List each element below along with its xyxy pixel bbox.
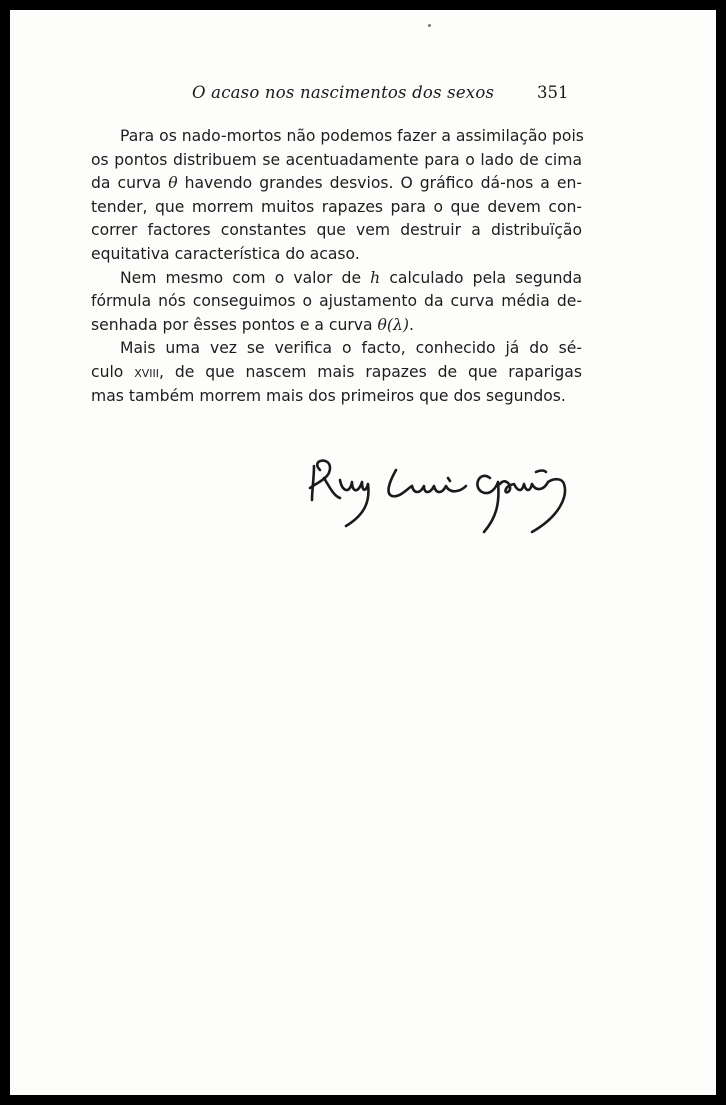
text-line: senhada por êsses pontos e a curva θ(λ). [91, 315, 414, 334]
text-line: os pontos distribuem se acentuadamente para o lado de cima [91, 150, 582, 169]
page-number: 351 [537, 83, 569, 102]
century-numeral: xviii [134, 362, 160, 381]
text-line: da curva θ havendo grandes desvios. O gráfico dá-nos a en- [91, 174, 582, 193]
body-text [91, 125, 582, 408]
theta-symbol: θ [168, 174, 178, 193]
paragraph-2 [91, 267, 582, 338]
text-line: fórmula nós conseguimos o ajustamento da curva média de- [91, 292, 582, 311]
running-title: O acaso nos nascimentos dos sexos [192, 83, 495, 102]
text-line: correr factores constantes que vem destruir a distribuïção [91, 221, 582, 240]
scan-speck [428, 24, 431, 27]
running-header [10, 83, 716, 107]
paragraph-1 [91, 125, 582, 267]
paragraph-3 [91, 337, 582, 408]
text-line: mas também morrem mais dos primeiros que dos segundos. [91, 386, 566, 405]
text-line: Nem mesmo com o valor de h calculado pela segunda [120, 268, 582, 287]
text-line: Mais uma vez se verifica o facto, conhecido já do sé- [120, 339, 582, 358]
text-line: tender, que morrem muitos rapazes para o que devem con- [91, 197, 582, 216]
book-page [10, 10, 716, 1095]
h-symbol: h [370, 268, 381, 287]
theta-lambda-symbol: θ(λ) [377, 315, 409, 334]
text-line: equitativa característica do acaso. [91, 244, 360, 263]
text-line: culo xviii, de que nascem mais rapazes de que raparigas [91, 362, 582, 381]
text-line: Para os nado-mortos não podemos fazer a assimilação pois [120, 127, 584, 145]
handwritten-signature [300, 448, 580, 538]
